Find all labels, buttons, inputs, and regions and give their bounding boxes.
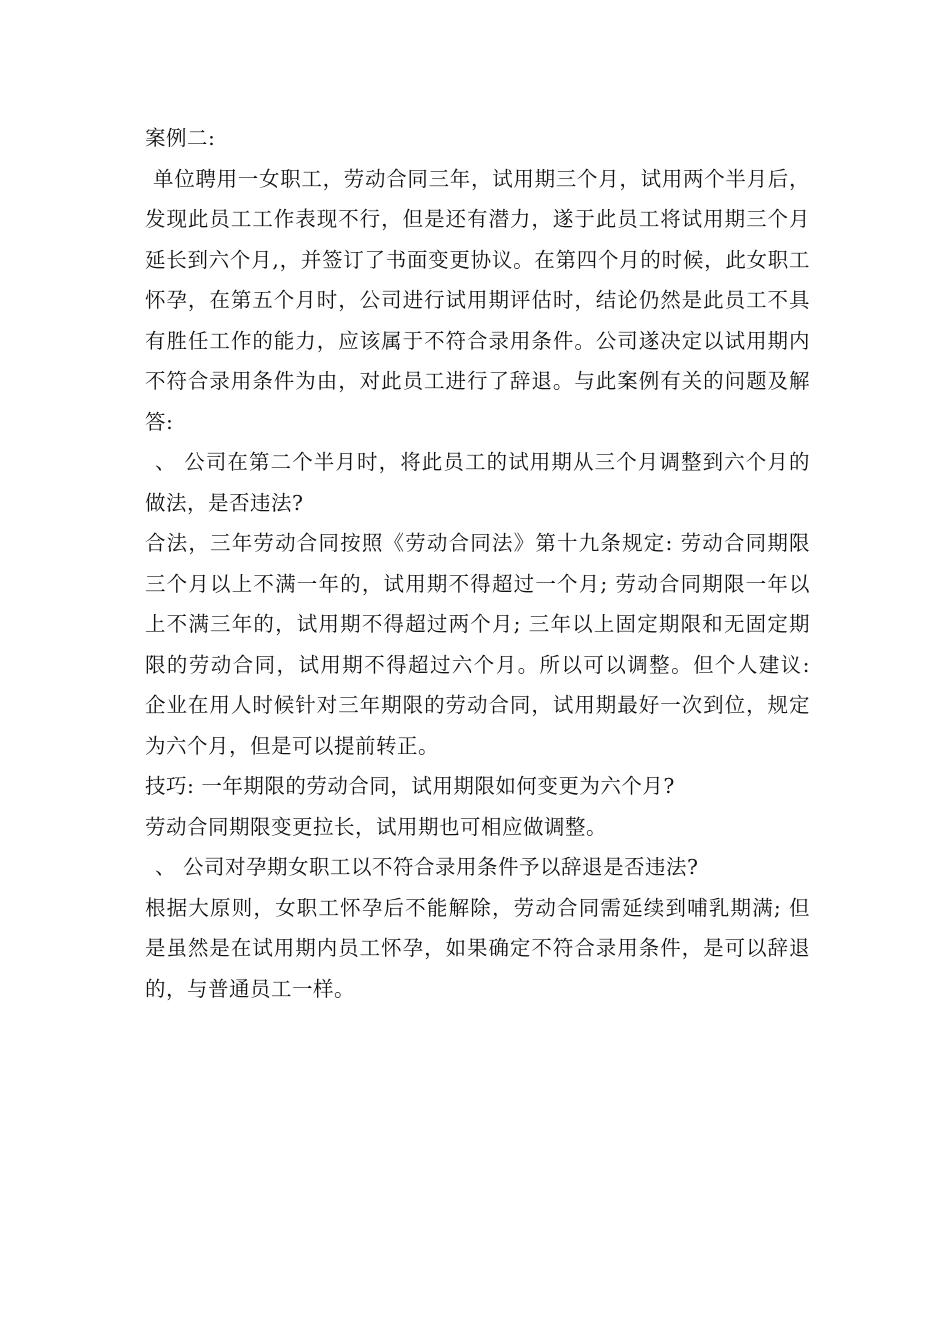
answer-1: 合法，三年劳动合同按照《劳动合同法》第十九条规定: 劳动合同期限三个月以上不满一年的，试用期不得超过一个月; 劳动合同期限一年以上不满三年的，试用期不得超过两个月; 三年以上固定期限和无固定期限的劳动合同，试用期不得超过六个月。所以可以调整。但个人建议: 企业在用人时候针对三年期限的劳动合同，试用期最好一次到位，规定为六个月，但是可以提前转正。: [145, 531, 810, 758]
case-paragraph: 单位聘用一女职工，劳动合同三年，试用期三个月，试用两个半月后，发现此员工工作表现不行，但是还有潜力，遂于此员工将试用期三个月延长到六个月,，并签订了书面变更协议。在第四个月的时候，此女职工怀孕，在第五个月时，公司进行试用期评估时，结论仍然是此员工不具有胜任工作的能力，应该属于不符合录用条件。公司遂决定以试用期内不符合录用条件为由，对此员工进行了辞退。与此案例有关的问题及解答:: [145, 166, 810, 434]
question-1: 、 公司在第二个半月时，将此员工的试用期从三个月调整到六个月的做法，是否违法?: [145, 450, 810, 515]
tip-answer: 劳动合同期限变更拉长，试用期也可相应做调整。: [145, 814, 607, 839]
tip-question: 技巧: 一年期限的劳动合同，试用期限如何变更为六个月?: [145, 774, 675, 798]
answer-2: 根据大原则，女职工怀孕后不能解除，劳动合同需延续到哺乳期满; 但是虽然是在试用期内员工怀孕，如果确定不符合录用条件，是可以辞退的，与普通员工一样。: [145, 895, 810, 1001]
document-body: [145, 118, 810, 1009]
question-2: 、 公司对孕期女职工以不符合录用条件予以辞退是否违法?: [155, 855, 699, 879]
case-heading: 案例二:: [145, 126, 216, 150]
